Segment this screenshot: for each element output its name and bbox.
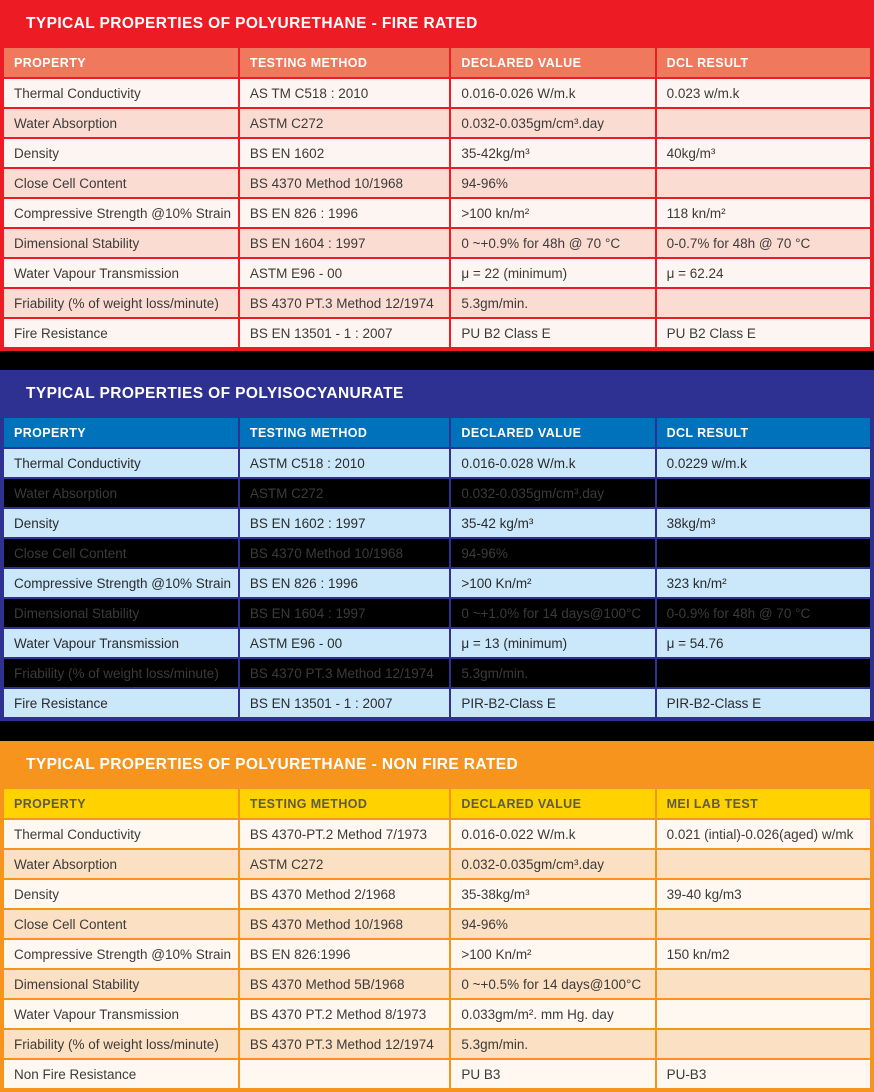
table-cell: μ = 62.24 — [656, 258, 871, 288]
table-cell: BS EN 13501 - 1 : 2007 — [239, 688, 450, 718]
properties-table — [2, 46, 872, 349]
table-row — [3, 228, 871, 258]
table-row — [3, 138, 871, 168]
table-cell: BS EN 1604 : 1997 — [239, 598, 450, 628]
table-cell: 0.032-0.035gm/cm³.day — [450, 478, 655, 508]
table-polyurethane-non-fire-rated — [0, 741, 874, 1092]
column-header: DCL RESULT — [656, 417, 871, 448]
column-header: PROPERTY — [3, 417, 239, 448]
table-cell: BS 4370 Method 2/1968 — [239, 879, 450, 909]
table-cell: BS EN 1604 : 1997 — [239, 228, 450, 258]
table-row — [3, 628, 871, 658]
table-cell: 35-42 kg/m³ — [450, 508, 655, 538]
column-header: PROPERTY — [3, 47, 239, 78]
table-cell — [656, 1029, 871, 1059]
table-row — [3, 108, 871, 138]
table-row — [3, 969, 871, 999]
table-row — [3, 939, 871, 969]
table-row — [3, 568, 871, 598]
table-cell: 38kg/m³ — [656, 508, 871, 538]
table-row — [3, 849, 871, 879]
table-cell — [239, 1059, 450, 1089]
table-cell: BS 4370-PT.2 Method 7/1973 — [239, 819, 450, 849]
table-cell: μ = 22 (minimum) — [450, 258, 655, 288]
table-polyurethane-fire-rated — [0, 0, 874, 351]
table-cell: BS EN 826:1996 — [239, 939, 450, 969]
table-row — [3, 999, 871, 1029]
column-header: TESTING METHOD — [239, 417, 450, 448]
table-row — [3, 879, 871, 909]
table-cell — [656, 478, 871, 508]
table-row — [3, 909, 871, 939]
table-cell: Dimensional Stability — [3, 969, 239, 999]
table-row — [3, 598, 871, 628]
table-cell: 5.3gm/min. — [450, 658, 655, 688]
table-cell: 40kg/m³ — [656, 138, 871, 168]
table-cell: Compressive Strength @10% Strain — [3, 568, 239, 598]
table-cell: 0.016-0.026 W/m.k — [450, 78, 655, 108]
properties-table — [2, 416, 872, 719]
table-cell: 0 ~+0.9% for 48h @ 70 °C — [450, 228, 655, 258]
table-cell: BS EN 1602 — [239, 138, 450, 168]
table-cell: Dimensional Stability — [3, 228, 239, 258]
table-row — [3, 168, 871, 198]
table-cell: PU B2 Class E — [450, 318, 655, 348]
table-row — [3, 78, 871, 108]
table-cell: 0.016-0.028 W/m.k — [450, 448, 655, 478]
table-row — [3, 258, 871, 288]
table-cell — [656, 288, 871, 318]
column-header: DECLARED VALUE — [450, 417, 655, 448]
table-cell: 0.032-0.035gm/cm³.day — [450, 849, 655, 879]
table-cell — [656, 538, 871, 568]
table-cell: Water Vapour Transmission — [3, 628, 239, 658]
table-cell: Water Vapour Transmission — [3, 999, 239, 1029]
table-cell: 0.023 w/m.k — [656, 78, 871, 108]
table-body — [3, 448, 871, 718]
table-cell: Close Cell Content — [3, 168, 239, 198]
table-cell: 150 kn/m2 — [656, 939, 871, 969]
table-cell: Water Vapour Transmission — [3, 258, 239, 288]
table-title: TYPICAL PROPERTIES OF POLYURETHANE - NON FIRE RATED — [2, 743, 872, 787]
table-cell: Friability (% of weight loss/minute) — [3, 658, 239, 688]
table-row — [3, 1059, 871, 1089]
table-cell: Compressive Strength @10% Strain — [3, 939, 239, 969]
table-header — [3, 788, 871, 819]
table-cell: ASTM E96 - 00 — [239, 258, 450, 288]
table-cell: ASTM C272 — [239, 849, 450, 879]
table-cell: 94-96% — [450, 168, 655, 198]
table-cell: Thermal Conductivity — [3, 448, 239, 478]
table-row — [3, 198, 871, 228]
table-row — [3, 1029, 871, 1059]
table-row — [3, 688, 871, 718]
properties-table — [2, 787, 872, 1090]
table-cell — [656, 849, 871, 879]
table-cell: ASTM C518 : 2010 — [239, 448, 450, 478]
table-cell: BS 4370 PT.3 Method 12/1974 — [239, 658, 450, 688]
column-header: DECLARED VALUE — [450, 788, 655, 819]
table-cell: Thermal Conductivity — [3, 819, 239, 849]
table-row — [3, 508, 871, 538]
table-cell: AS TM C518 : 2010 — [239, 78, 450, 108]
table-cell: Fire Resistance — [3, 318, 239, 348]
table-cell: BS 4370 PT.3 Method 12/1974 — [239, 288, 450, 318]
table-cell: 0.0229 w/m.k — [656, 448, 871, 478]
table-cell: 0 ~+0.5% for 14 days@100°C — [450, 969, 655, 999]
table-cell: μ = 54.76 — [656, 628, 871, 658]
header-row — [3, 788, 871, 819]
table-cell: PIR-B2-Class E — [450, 688, 655, 718]
table-cell: 0.032-0.035gm/cm³.day — [450, 108, 655, 138]
table-cell: BS 4370 Method 10/1968 — [239, 909, 450, 939]
table-cell: Water Absorption — [3, 108, 239, 138]
table-row — [3, 448, 871, 478]
table-cell: Water Absorption — [3, 478, 239, 508]
table-row — [3, 658, 871, 688]
table-cell: 0.033gm/m². mm Hg. day — [450, 999, 655, 1029]
table-cell: 323 kn/m² — [656, 568, 871, 598]
table-row — [3, 478, 871, 508]
table-cell: Water Absorption — [3, 849, 239, 879]
table-cell: PIR-B2-Class E — [656, 688, 871, 718]
table-cell — [656, 108, 871, 138]
table-cell: 39-40 kg/m3 — [656, 879, 871, 909]
table-cell: 0.021 (intial)-0.026(aged) w/mk — [656, 819, 871, 849]
table-cell: Friability (% of weight loss/minute) — [3, 288, 239, 318]
table-row — [3, 288, 871, 318]
table-cell: Close Cell Content — [3, 538, 239, 568]
table-cell: 0 ~+1.0% for 14 days@100°C — [450, 598, 655, 628]
table-cell: BS 4370 Method 5B/1968 — [239, 969, 450, 999]
table-header — [3, 47, 871, 78]
table-cell: BS EN 13501 - 1 : 2007 — [239, 318, 450, 348]
table-cell: 118 kn/m² — [656, 198, 871, 228]
table-row — [3, 538, 871, 568]
table-cell: Density — [3, 879, 239, 909]
column-header: MEI LAB TEST — [656, 788, 871, 819]
table-cell: 0.016-0.022 W/m.k — [450, 819, 655, 849]
table-cell: PU-B3 — [656, 1059, 871, 1089]
table-cell: Thermal Conductivity — [3, 78, 239, 108]
column-header: TESTING METHOD — [239, 788, 450, 819]
table-cell: Fire Resistance — [3, 688, 239, 718]
table-cell: BS 4370 PT.2 Method 8/1973 — [239, 999, 450, 1029]
table-cell: BS 4370 Method 10/1968 — [239, 538, 450, 568]
table-polyisocyanurate — [0, 370, 874, 721]
table-cell: 5.3gm/min. — [450, 288, 655, 318]
table-cell: 35-38kg/m³ — [450, 879, 655, 909]
table-cell: Friability (% of weight loss/minute) — [3, 1029, 239, 1059]
table-cell: ASTM E96 - 00 — [239, 628, 450, 658]
table-cell: 35-42kg/m³ — [450, 138, 655, 168]
table-cell: >100 Kn/m² — [450, 939, 655, 969]
header-row — [3, 47, 871, 78]
table-cell: Non Fire Resistance — [3, 1059, 239, 1089]
table-cell: μ = 13 (minimum) — [450, 628, 655, 658]
table-cell: >100 kn/m² — [450, 198, 655, 228]
table-cell: 94-96% — [450, 538, 655, 568]
table-cell: 0-0.9% for 48h @ 70 °C — [656, 598, 871, 628]
table-row — [3, 819, 871, 849]
table-body — [3, 819, 871, 1089]
table-cell: ASTM C272 — [239, 108, 450, 138]
table-separator — [0, 721, 874, 741]
table-body — [3, 78, 871, 348]
table-cell: BS EN 826 : 1996 — [239, 568, 450, 598]
table-cell — [656, 909, 871, 939]
table-header — [3, 417, 871, 448]
column-header: TESTING METHOD — [239, 47, 450, 78]
table-title: TYPICAL PROPERTIES OF POLYISOCYANURATE — [2, 372, 872, 416]
table-cell: PU B2 Class E — [656, 318, 871, 348]
table-cell — [656, 168, 871, 198]
table-cell: PU B3 — [450, 1059, 655, 1089]
table-cell: Dimensional Stability — [3, 598, 239, 628]
table-cell: 5.3gm/min. — [450, 1029, 655, 1059]
table-cell: >100 Kn/m² — [450, 568, 655, 598]
table-separator — [0, 351, 874, 370]
table-cell: BS 4370 PT.3 Method 12/1974 — [239, 1029, 450, 1059]
column-header: DCL RESULT — [656, 47, 871, 78]
table-row — [3, 318, 871, 348]
table-cell: 0-0.7% for 48h @ 70 °C — [656, 228, 871, 258]
table-cell: Density — [3, 508, 239, 538]
table-cell: BS EN 826 : 1996 — [239, 198, 450, 228]
table-cell: BS EN 1602 : 1997 — [239, 508, 450, 538]
table-cell: Density — [3, 138, 239, 168]
table-cell — [656, 969, 871, 999]
header-row — [3, 417, 871, 448]
table-cell: Compressive Strength @10% Strain — [3, 198, 239, 228]
table-cell: ASTM C272 — [239, 478, 450, 508]
table-cell: BS 4370 Method 10/1968 — [239, 168, 450, 198]
table-title: TYPICAL PROPERTIES OF POLYURETHANE - FIRE RATED — [2, 2, 872, 46]
column-header: DECLARED VALUE — [450, 47, 655, 78]
table-cell: Close Cell Content — [3, 909, 239, 939]
table-cell — [656, 999, 871, 1029]
table-cell — [656, 658, 871, 688]
column-header: PROPERTY — [3, 788, 239, 819]
table-cell: 94-96% — [450, 909, 655, 939]
